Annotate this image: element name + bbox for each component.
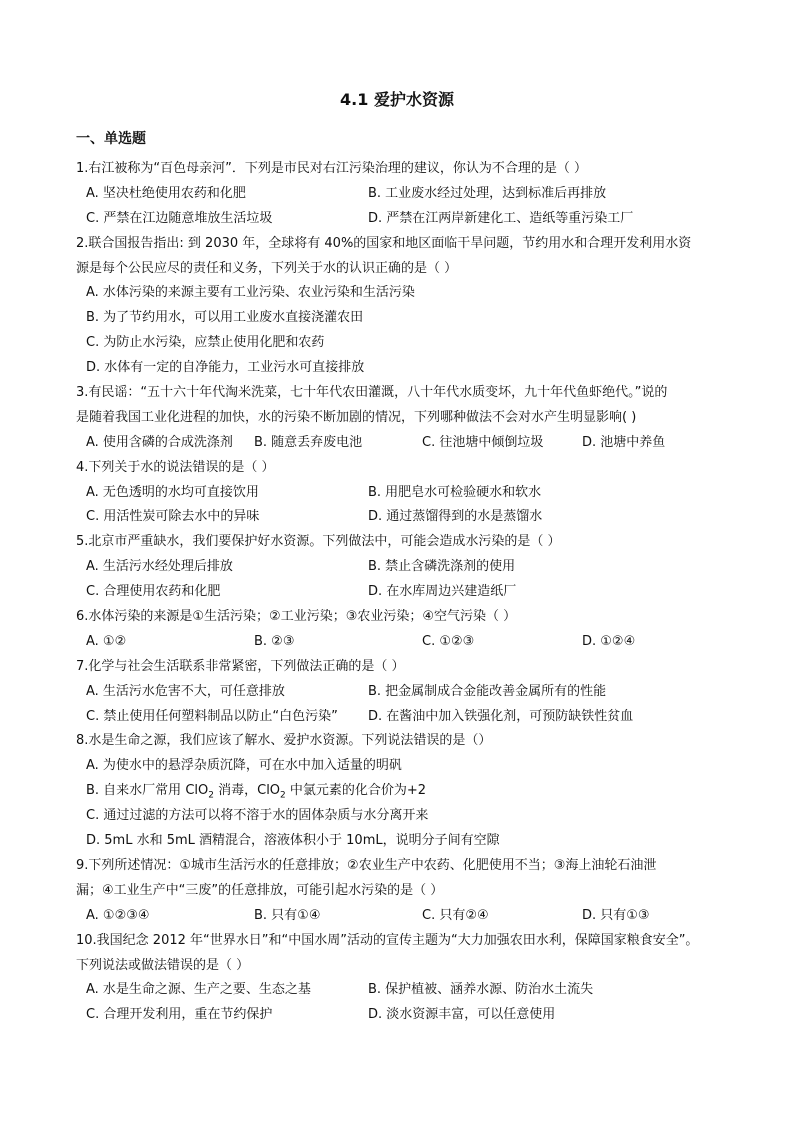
answer-option[interactable]: C. 合理开发利用，重在节约保护	[86, 1007, 273, 1023]
answer-option[interactable]: C. 合理使用农药和化肥	[86, 584, 221, 600]
answer-option[interactable]: A. 生活污水危害不大，可任意排放	[86, 683, 285, 699]
answer-option[interactable]: B. 把金属制成合金能改善金属所有的性能	[368, 683, 607, 699]
answer-option[interactable]: C. 严禁在江边随意堆放生活垃圾	[86, 210, 273, 226]
question	[76, 854, 716, 929]
options-row	[76, 630, 716, 655]
answer-option[interactable]: A. ①②③④	[86, 907, 150, 923]
answer-option[interactable]: B. ②③	[254, 633, 295, 649]
answer-option[interactable]: A. 无色透明的水均可直接饮用	[86, 484, 259, 500]
answer-option[interactable]: D. 池塘中养鱼	[582, 434, 666, 450]
section-heading: 一、单选题	[76, 131, 146, 147]
question	[76, 655, 716, 730]
question	[76, 456, 716, 531]
question-stem: 漏；④工业生产中“三废”的任意排放，可能引起水污染的是（ ）	[76, 882, 444, 898]
options-row	[76, 1003, 716, 1028]
answer-option[interactable]: A. ①②	[86, 633, 127, 649]
answer-option[interactable]: B. 保护植被、涵养水源、防治水土流失	[368, 982, 594, 998]
options-row	[76, 555, 716, 580]
answer-option[interactable]: D. 淡水资源丰富，可以任意使用	[368, 1007, 556, 1023]
answer-option[interactable]: C. 用活性炭可除去水中的异味	[86, 509, 260, 525]
question	[76, 530, 716, 605]
options-row	[76, 978, 716, 1003]
answer-option[interactable]: B. 工业废水经过处理，达到标准后再排放	[368, 185, 607, 201]
question	[76, 381, 716, 456]
question-stem: 5.北京市严重缺水，我们要保护好水资源。下列做法中，可能会造成水污染的是（ ）	[76, 534, 561, 550]
answer-option[interactable]: A. 水体污染的来源主要有工业污染、农业污染和生活污染	[86, 285, 415, 301]
answer-option[interactable]: C. ①②③	[422, 633, 475, 649]
answer-option[interactable]: B. 用肥皂水可检验硬水和软水	[368, 484, 542, 500]
question-stem: 10.我国纪念 2012 年“世界水日”和“中国水周”活动的宣传主题为“大力加强农田水利，保障国家粮食安全”。	[76, 932, 699, 948]
options-row	[76, 182, 716, 207]
question	[76, 157, 716, 232]
answer-option[interactable]: B. 只有①④	[254, 907, 321, 923]
question-stem: 9.下列所述情况：①城市生活污水的任意排放；②农业生产中农药、化肥使用不当；③海上油轮石油泄	[76, 857, 657, 873]
answer-option[interactable]: D. 只有①③	[582, 907, 650, 923]
answer-option[interactable]: C. 往池塘中倾倒垃圾	[422, 434, 544, 450]
question	[76, 605, 716, 655]
answer-option[interactable]: C. 通过过滤的方法可以将不溶于水的固体杂质与水分离开来	[86, 808, 429, 824]
question-stem: 3.有民谣：“五十六十年代淘米洗菜，七十年代农田灌溉，八十年代水质变坏，九十年代鱼虾绝代。”说的	[76, 385, 668, 401]
question-stem: 8.水是生命之源，我们应该了解水、爱护水资源。下列说法错误的是（）	[76, 733, 492, 749]
question-list	[76, 157, 716, 1028]
options-row	[76, 481, 716, 506]
options-row	[76, 505, 716, 530]
answer-option[interactable]: D. 水体有一定的自净能力，工业污水可直接排放	[86, 360, 365, 376]
answer-option[interactable]: D. 在酱油中加入铁强化剂，可预防缺铁性贫血	[368, 708, 634, 724]
answer-option[interactable]: B. 为了节约用水，可以用工业废水直接浇灌农田	[86, 310, 364, 326]
question-stem: 4.下列关于水的说法错误的是（ ）	[76, 459, 275, 475]
question-stem: 7.化学与社会生活联系非常紧密，下列做法正确的是（ ）	[76, 658, 405, 674]
answer-option[interactable]: D. 严禁在江两岸新建化工、造纸等重污染工厂	[368, 210, 634, 226]
options-row	[76, 431, 716, 456]
answer-option[interactable]: C. 为防止水污染，应禁止使用化肥和农药	[86, 335, 325, 351]
answer-option[interactable]: A. 坚决杜绝使用农药和化肥	[86, 185, 246, 201]
question-stem: 源是每个公民应尽的责任和义务，下列关于水的认识正确的是（ ）	[76, 260, 458, 276]
options-row	[76, 580, 716, 605]
answer-option[interactable]: C. 禁止使用任何塑料制品以防止“白色污染”	[86, 708, 338, 724]
question-stem: 6.水体污染的来源是①生活污染；②工业污染；③农业污染；④空气污染（ ）	[76, 609, 517, 625]
answer-option[interactable]: D. 在水库周边兴建造纸厂	[368, 584, 517, 600]
answer-option[interactable]: C. 只有②④	[422, 907, 489, 923]
answer-option[interactable]: A. 使用含磷的合成洗涤剂	[86, 434, 233, 450]
question-stem: 是随着我国工业化进程的加快，水的污染不断加剧的情况，下列哪种做法不会对水产生明显影响( )	[76, 409, 637, 425]
answer-option[interactable]: B. 随意丢弃废电池	[254, 434, 363, 450]
answer-option[interactable]: D. 5mL 水和 5mL 酒精混合，溶液体积小于 10mL，说明分子间有空隙	[86, 833, 500, 849]
answer-option[interactable]: D. ①②④	[582, 633, 636, 649]
question-stem: 2.联合国报告指出: 到 2030 年，全球将有 40%的国家和地区面临干旱问题，节约用水和合理开发利用水资	[76, 235, 692, 251]
question	[76, 729, 716, 853]
answer-option[interactable]: A. 水是生命之源、生产之要、生态之基	[86, 982, 311, 998]
question	[76, 929, 716, 1029]
answer-option[interactable]: B. 自来水厂常用 ClO$_2$ 消毒，ClO$_2$ 中氯元素的化合价为+2	[86, 783, 427, 801]
question-stem: 下列说法或做法错误的是（ ）	[76, 957, 250, 973]
answer-option[interactable]: B. 禁止含磷洗涤剂的使用	[368, 559, 516, 575]
options-row	[76, 207, 716, 232]
options-row	[76, 705, 716, 730]
question	[76, 232, 716, 381]
answer-option[interactable]: D. 通过蒸馏得到的水是蒸馏水	[368, 509, 543, 525]
answer-option[interactable]: A. 为使水中的悬浮杂质沉降，可在水中加入适量的明矾	[86, 758, 402, 774]
options-row	[76, 904, 716, 929]
answer-option[interactable]: A. 生活污水经处理后排放	[86, 559, 233, 575]
question-stem: 1.右江被称为“百色母亲河”．下列是市民对右江污染治理的建议，你认为不合理的是（ ）	[76, 161, 588, 176]
options-row	[76, 680, 716, 705]
page-title: 4.1 爱护水资源	[340, 90, 454, 109]
